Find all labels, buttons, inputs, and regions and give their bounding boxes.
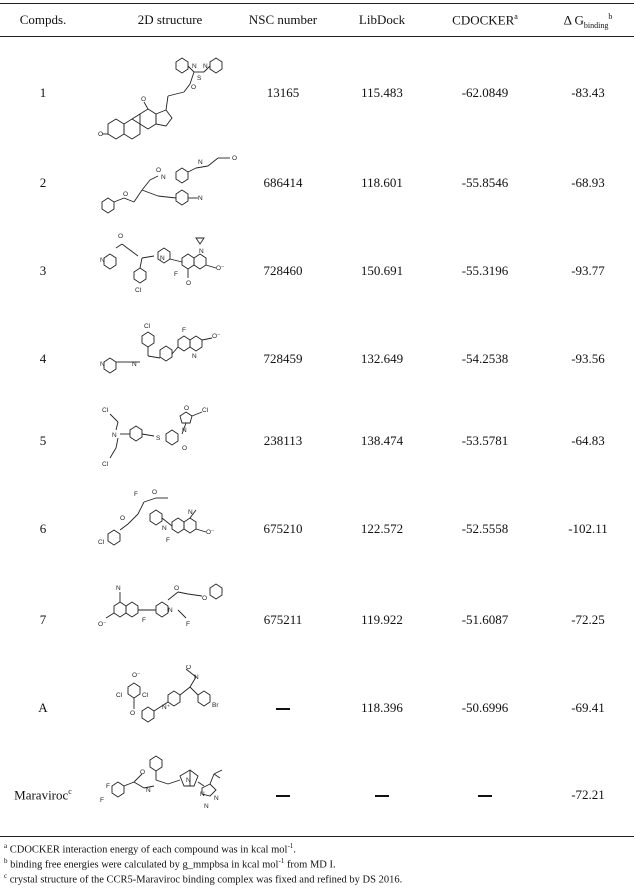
atom-label: N: [192, 353, 197, 360]
atom-label: F: [106, 783, 110, 790]
cdocker-score: -52.5558: [461, 521, 509, 536]
atom-label: N: [186, 777, 191, 784]
atom-label: O: [174, 585, 180, 592]
atom-label: N: [146, 787, 151, 794]
nsc-number: 686414: [263, 175, 303, 190]
binding-energy: -93.56: [571, 351, 605, 366]
atom-label: F: [174, 271, 178, 278]
structure-7-drawing: [98, 578, 248, 654]
atom-label: Cl: [142, 692, 149, 699]
libdock-score: 150.691: [360, 263, 404, 278]
atom-label: O: [123, 191, 129, 198]
footnote-tail: from MD I.: [284, 859, 336, 871]
atom-label: O: [152, 489, 158, 496]
libdock-score: 118.396: [361, 700, 403, 715]
structure-5-drawing: [98, 400, 248, 475]
atom-label: O: [202, 595, 208, 602]
footnote-text: crystal structure of the CCR5-Maraviroc binding complex was fixed and refined by DS 2016.: [9, 874, 403, 886]
header-cdocker-label: CDOCKER: [452, 12, 515, 28]
binding-energy: -93.77: [571, 263, 605, 278]
structure-4: [98, 318, 248, 390]
atom-label: N: [161, 174, 166, 181]
atom-label: O: [186, 280, 192, 287]
footnote-unit-exp: -1: [278, 857, 285, 865]
header-dg-sup: b: [608, 12, 613, 21]
compd-id: 4: [39, 351, 47, 366]
cdocker-score: -55.3196: [461, 263, 509, 278]
dash-mark: [276, 795, 290, 797]
footnote-b: [4, 857, 336, 871]
footnote-a: [4, 842, 296, 856]
header-dg-sub: binding: [583, 20, 609, 30]
atom-label: O: [140, 769, 146, 776]
compd-id: 1: [39, 85, 47, 100]
atom-label: Cl: [102, 407, 109, 414]
nsc-number: 728460: [263, 263, 303, 278]
atom-label: N: [112, 432, 117, 439]
atom-label: N: [200, 791, 205, 798]
footnote-mark: a: [4, 842, 8, 850]
atom-label: S: [156, 435, 161, 442]
atom-label: Cl: [98, 539, 105, 546]
structure-3-drawing: [98, 230, 248, 305]
top-rule: [0, 3, 634, 4]
footnote-text: binding free energies were calculated by g_mmpbsa in kcal mol: [10, 859, 279, 871]
cdocker-score: [440, 787, 530, 803]
atom-label: N: [192, 63, 197, 70]
dash-mark: [276, 708, 290, 710]
header-dg: [548, 12, 628, 30]
footnote-unit-exp: -1: [287, 842, 294, 850]
cdocker-score: -54.2538: [461, 351, 509, 366]
atom-label: F: [134, 491, 138, 498]
structure-3: [98, 230, 248, 305]
nsc-number: 238113: [263, 433, 303, 448]
structure-maraviroc: [98, 752, 248, 830]
structure-6-drawing: [98, 484, 248, 564]
atom-label: O⁻: [132, 672, 141, 679]
binding-energy: -69.41: [571, 700, 605, 715]
footnote-c: [4, 872, 402, 886]
atom-label: Cl: [202, 407, 209, 414]
binding-energy: -102.11: [568, 521, 608, 536]
cdocker-score: -50.6996: [461, 700, 509, 715]
libdock-score: 132.649: [360, 351, 404, 366]
structure-4-drawing: [98, 318, 248, 390]
structure-2: [98, 150, 248, 220]
atom-label: N: [198, 159, 203, 166]
atom-label: O: [141, 96, 147, 103]
header-dg-label: Δ G: [563, 12, 584, 28]
atom-label: O: [191, 84, 197, 91]
structure-1-drawing: [98, 44, 248, 144]
footnote-mark: c: [4, 872, 8, 880]
atom-label: N: [116, 585, 121, 592]
header-structure: 2D structure: [137, 12, 203, 27]
atom-label: N: [198, 195, 203, 202]
atom-label: N: [168, 607, 173, 614]
atom-label: N: [199, 248, 204, 255]
atom-label: N: [160, 255, 165, 262]
structure-1: [98, 44, 248, 144]
binding-energy: -64.83: [571, 433, 605, 448]
atom-label: O: [98, 131, 104, 138]
header-cdocker-sup: a: [514, 12, 518, 21]
atom-label: Cl: [102, 461, 109, 468]
nsc-number: 13165: [266, 85, 300, 100]
libdock-score: 122.572: [360, 521, 404, 536]
atom-label: F: [166, 537, 170, 544]
dash-mark: [478, 795, 492, 797]
atom-label: O⁻: [98, 621, 107, 628]
header-nsc: NSC number: [248, 12, 318, 27]
header-rule: [0, 36, 634, 37]
structure-maraviroc-drawing: [98, 752, 248, 830]
structure-a: [98, 665, 248, 743]
atom-label: N: [182, 427, 187, 434]
compd-id: [0, 787, 86, 803]
nsc-number: 675210: [263, 521, 303, 536]
atom-label: O⁻: [212, 333, 221, 340]
structure-7: [98, 578, 248, 654]
atom-label: Cl: [144, 323, 151, 330]
atom-label: O: [130, 710, 136, 717]
binding-energy: -72.25: [571, 612, 605, 627]
nsc-number: 675211: [263, 612, 303, 627]
atom-label: N: [214, 795, 219, 802]
atom-label: Cl: [135, 287, 142, 294]
atom-label: O: [182, 445, 188, 452]
atom-label: F: [100, 797, 104, 804]
footnote-text: CDOCKER interaction energy of each compound was in kcal mol: [9, 844, 288, 856]
footnote-mark: b: [4, 857, 8, 865]
atom-label: O: [232, 155, 238, 162]
bottom-rule: [0, 836, 634, 837]
structure-2-drawing: [98, 150, 248, 220]
atom-label: Cl: [116, 692, 123, 699]
nsc-number: [243, 700, 323, 716]
atom-label: O⁻: [206, 529, 215, 536]
dash-mark: [375, 795, 389, 797]
atom-label: O: [156, 167, 162, 174]
cdocker-score: -51.6087: [461, 612, 509, 627]
binding-energy: -68.93: [571, 175, 605, 190]
atom-label: O: [120, 515, 126, 522]
cdocker-score: -53.5781: [461, 433, 509, 448]
atom-label: O⁻: [216, 265, 225, 272]
atom-label: N: [204, 803, 209, 810]
compd-id: 3: [39, 263, 47, 278]
compd-name: Maraviroc: [14, 787, 69, 803]
header-cdocker: [440, 12, 530, 28]
structure-5: [98, 400, 248, 475]
atom-label: N: [100, 257, 105, 264]
nsc-number: [243, 787, 323, 803]
libdock-score: 138.474: [360, 433, 404, 448]
atom-label: N: [132, 361, 137, 368]
structure-6: [98, 484, 248, 564]
compd-id: 7: [39, 612, 47, 627]
cdocker-score: -55.8546: [461, 175, 509, 190]
atom-label: N: [188, 509, 193, 516]
nsc-number: 728459: [263, 351, 303, 366]
compd-id: 5: [39, 433, 47, 448]
header-libdock: LibDock: [358, 12, 406, 27]
compd-id: 6: [39, 521, 47, 536]
atom-label: O: [184, 405, 190, 412]
compd-id: A: [38, 700, 48, 715]
compd-id: 2: [39, 175, 47, 190]
libdock-score: 115.483: [361, 85, 403, 100]
binding-energy: -72.21: [571, 787, 605, 802]
atom-label: N: [162, 525, 167, 532]
libdock-score: 118.601: [361, 175, 403, 190]
libdock-score: [342, 787, 422, 803]
libdock-score: 119.922: [361, 612, 403, 627]
atom-label: F: [142, 617, 146, 624]
binding-energy: -83.43: [571, 85, 605, 100]
atom-label: N: [203, 63, 208, 70]
footnote-tail: .: [293, 844, 296, 856]
atom-label: Br: [212, 702, 219, 709]
atom-label: F: [186, 621, 190, 628]
atom-label: N⁺: [162, 704, 171, 711]
atom-label: S: [197, 75, 202, 82]
header-compds: Compds.: [19, 12, 67, 27]
atom-label: O: [118, 233, 124, 240]
structure-a-drawing: [98, 665, 248, 743]
compd-footnote-mark: c: [68, 787, 72, 796]
atom-label: O: [186, 665, 192, 671]
atom-label: F: [182, 327, 186, 334]
cdocker-score: -62.0849: [461, 85, 509, 100]
atom-label: N: [100, 361, 105, 368]
atom-label: N: [194, 674, 199, 681]
